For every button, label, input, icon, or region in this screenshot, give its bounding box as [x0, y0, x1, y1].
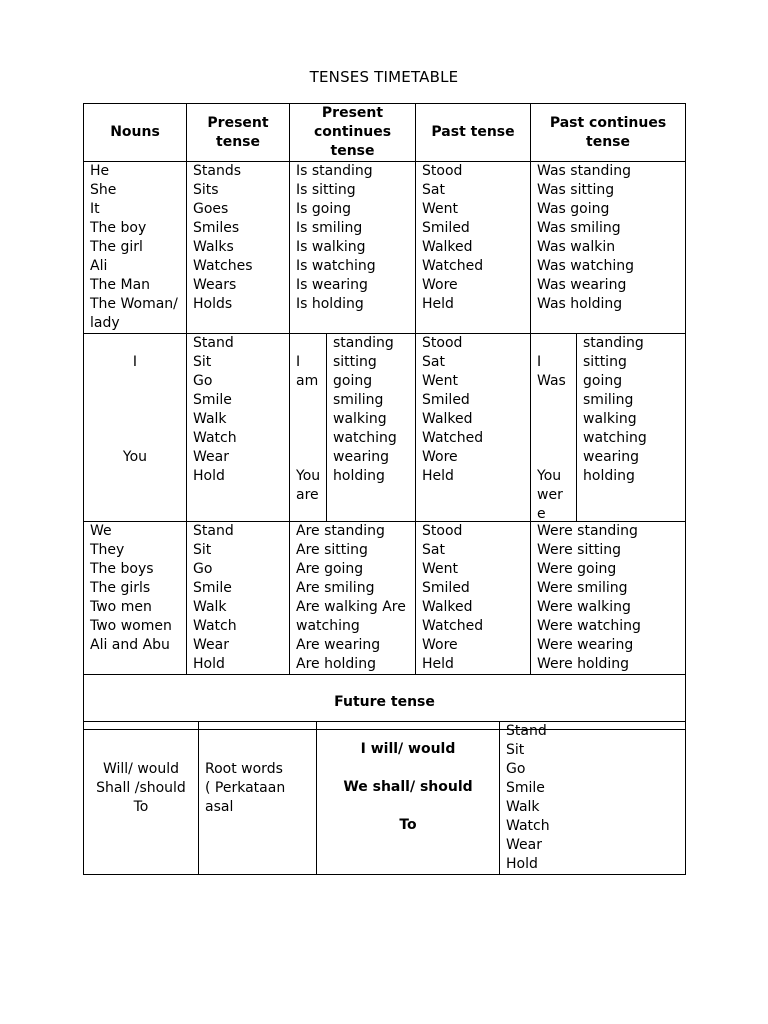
- verb-item: holding: [333, 468, 385, 484]
- verb-item: Hold: [193, 468, 225, 484]
- verb-item: Walked: [422, 599, 473, 615]
- verb-item: Were sitting: [537, 542, 621, 558]
- verb-item: Were standing: [537, 523, 638, 539]
- verb-item: Was holding: [537, 296, 623, 312]
- noun-item: Ali and Abu: [90, 637, 170, 653]
- verb-item: watching: [296, 618, 360, 634]
- verb-item: walking: [333, 411, 387, 427]
- verb-item: Held: [422, 468, 454, 484]
- verb-item: Are walking Are: [296, 599, 406, 615]
- verb-item: Is holding: [296, 296, 364, 312]
- verb-item: Was standing: [537, 163, 632, 179]
- verb-item: Was smiling: [537, 220, 621, 236]
- verb-item: Is standing: [296, 163, 373, 179]
- verb-item: Stands: [193, 163, 242, 179]
- header-present-continues-tense: Present continues tense: [290, 104, 416, 162]
- present-tense-cell: [187, 522, 290, 675]
- verb-item: watching: [333, 430, 397, 446]
- past-tense-cell: [416, 334, 531, 522]
- verb-item: Stood: [422, 163, 463, 179]
- verb-item: Was walkin: [537, 239, 616, 255]
- table-row: [84, 522, 686, 675]
- noun-item: The girls: [90, 580, 151, 596]
- verb-item: Watches: [193, 258, 253, 274]
- modal-item: To: [133, 799, 149, 815]
- verb-item: Is walking: [296, 239, 366, 255]
- verb-item: Were wearing: [537, 637, 634, 653]
- past-continues-cell: [531, 522, 686, 675]
- verb-item: Wear: [506, 837, 542, 853]
- noun-item: Ali: [90, 258, 108, 274]
- verb-item: Watched: [422, 258, 484, 274]
- verb-item: Are sitting: [296, 542, 368, 558]
- verb-item: Went: [422, 201, 459, 217]
- verb-item: Smiled: [422, 220, 470, 236]
- verb-item: Go: [506, 761, 526, 777]
- verb-item: walking: [583, 411, 637, 427]
- noun-item: You: [122, 449, 148, 465]
- noun-item: We: [90, 523, 112, 539]
- verb-item: Held: [422, 296, 454, 312]
- subject-item: Was: [537, 373, 566, 389]
- verb-item: Is going: [296, 201, 351, 217]
- verb-item: going: [583, 373, 623, 389]
- verb-item: Walk: [506, 799, 540, 815]
- verb-item: Were smiling: [537, 580, 628, 596]
- present-continues-cell: [290, 522, 416, 675]
- verb-item: Wear: [193, 637, 229, 653]
- verb-item: Walked: [422, 239, 473, 255]
- verb-item: Were walking: [537, 599, 631, 615]
- noun-item: lady: [90, 315, 120, 331]
- noun-item: The girl: [90, 239, 143, 255]
- present-tense-cell: [187, 334, 290, 522]
- root-item: asal: [205, 799, 234, 815]
- verb-item: Stood: [422, 523, 463, 539]
- verb-item: Wore: [422, 637, 458, 653]
- verb-item: Was wearing: [537, 277, 627, 293]
- verb-item: Stand: [506, 723, 547, 739]
- root-words-cell: [199, 722, 317, 875]
- modals-cell: [84, 722, 199, 875]
- table-row: [84, 162, 686, 334]
- verb-item: Goes: [193, 201, 229, 217]
- noun-item: Two men: [90, 599, 152, 615]
- noun-item: It: [90, 201, 100, 217]
- verb-item: Watch: [193, 618, 237, 634]
- verb-item: Go: [193, 373, 213, 389]
- verb-item: Stand: [193, 523, 234, 539]
- verb-item: Was sitting: [537, 182, 615, 198]
- header-past-tense: Past tense: [416, 104, 531, 162]
- verb-item: standing: [333, 335, 394, 351]
- verb-item: Are going: [296, 561, 364, 577]
- verb-item: wearing: [333, 449, 390, 465]
- noun-item: He: [90, 163, 110, 179]
- past-continues-subject-cell: [531, 334, 577, 522]
- verb-item: Sits: [193, 182, 219, 198]
- verb-item: Stand: [193, 335, 234, 351]
- subject-item: You: [296, 468, 321, 484]
- verb-item: Wears: [193, 277, 237, 293]
- verb-item: Walk: [193, 599, 227, 615]
- verb-item: Smile: [193, 580, 232, 596]
- verb-item: Were holding: [537, 656, 630, 672]
- verb-item: Sit: [506, 742, 525, 758]
- nouns-cell: [84, 522, 187, 675]
- verb-item: holding: [583, 468, 635, 484]
- modal-item: Shall /should: [96, 780, 186, 796]
- past-continues-cell: [531, 162, 686, 334]
- example-item: We shall/ should: [343, 779, 473, 795]
- present-continues-verbs-cell: [327, 334, 416, 522]
- verb-item: Is watching: [296, 258, 376, 274]
- verb-item: Were going: [537, 561, 617, 577]
- noun-item: They: [90, 542, 125, 558]
- subject-item: wer: [537, 487, 563, 503]
- verb-item: wearing: [583, 449, 640, 465]
- table-row: [84, 334, 686, 522]
- verb-item: Were watching: [537, 618, 641, 634]
- table-row: [84, 722, 686, 875]
- verb-item: standing: [583, 335, 644, 351]
- verb-item: Smiled: [422, 580, 470, 596]
- verb-item: Sit: [193, 542, 212, 558]
- example-item: I will/ would: [360, 741, 456, 757]
- noun-item: I: [132, 354, 138, 370]
- verb-item: watching: [583, 430, 647, 446]
- verb-item: Smiled: [422, 392, 470, 408]
- verb-item: Smile: [506, 780, 545, 796]
- verb-item: Sat: [422, 354, 445, 370]
- verb-item: Sat: [422, 182, 445, 198]
- present-continues-cell: [290, 162, 416, 334]
- verb-item: Watched: [422, 618, 484, 634]
- verb-item: Hold: [506, 856, 538, 872]
- verb-item: going: [333, 373, 373, 389]
- header-past-continues-tense: Past continues tense: [531, 104, 686, 162]
- verb-item: Stood: [422, 335, 463, 351]
- verb-item: Went: [422, 373, 459, 389]
- verb-item: Went: [422, 561, 459, 577]
- verb-item: Watch: [506, 818, 550, 834]
- future-verbs-cell: [500, 722, 686, 875]
- future-tense-heading: Future tense: [84, 675, 686, 730]
- subject-item: are: [296, 487, 319, 503]
- modal-item: Will/ would: [102, 761, 180, 777]
- verb-item: Smiles: [193, 220, 240, 236]
- header-present-tense: Present tense: [187, 104, 290, 162]
- verb-item: sitting: [333, 354, 377, 370]
- noun-item: The boys: [90, 561, 154, 577]
- verb-item: Smile: [193, 392, 232, 408]
- nouns-cell: [84, 334, 187, 522]
- verb-item: Wear: [193, 449, 229, 465]
- verb-item: Is smiling: [296, 220, 363, 236]
- verb-item: Are wearing: [296, 637, 381, 653]
- verb-item: smiling: [333, 392, 384, 408]
- past-continues-verbs-cell: [577, 334, 686, 522]
- subject-item: I: [537, 354, 542, 370]
- example-item: To: [399, 817, 417, 833]
- verb-item: Sat: [422, 542, 445, 558]
- verb-item: Was watching: [537, 258, 635, 274]
- subject-item: I: [296, 354, 301, 370]
- noun-item: The Man: [90, 277, 151, 293]
- past-tense-cell: [416, 162, 531, 334]
- header-nouns: Nouns: [84, 104, 187, 162]
- future-examples-cell: [317, 722, 500, 875]
- verb-item: Is wearing: [296, 277, 368, 293]
- tenses-table: [83, 103, 686, 730]
- verb-item: Walks: [193, 239, 234, 255]
- past-tense-cell: [416, 522, 531, 675]
- verb-item: Wore: [422, 277, 458, 293]
- verb-item: Walk: [193, 411, 227, 427]
- verb-item: Sit: [193, 354, 212, 370]
- verb-item: Was going: [537, 201, 610, 217]
- noun-item: Two women: [90, 618, 172, 634]
- present-tense-cell: [187, 162, 290, 334]
- present-continues-subject-cell: [290, 334, 327, 522]
- verb-item: Holds: [193, 296, 233, 312]
- subject-item: am: [296, 373, 319, 389]
- noun-item: The boy: [90, 220, 147, 236]
- verb-item: Wore: [422, 449, 458, 465]
- verb-item: Go: [193, 561, 213, 577]
- verb-item: Held: [422, 656, 454, 672]
- noun-item: She: [90, 182, 117, 198]
- subject-item: You: [537, 468, 562, 484]
- page-title: TENSES TIMETABLE: [309, 68, 459, 86]
- verb-item: Hold: [193, 656, 225, 672]
- root-item: ( Perkataan: [205, 780, 286, 796]
- verb-item: Are standing: [296, 523, 385, 539]
- verb-item: sitting: [583, 354, 627, 370]
- subject-item: e: [537, 506, 546, 522]
- future-tense-table: [83, 721, 686, 875]
- nouns-cell: [84, 162, 187, 334]
- root-item: Root words: [205, 761, 283, 777]
- verb-item: Walked: [422, 411, 473, 427]
- verb-item: Watch: [193, 430, 237, 446]
- verb-item: smiling: [583, 392, 634, 408]
- verb-item: Watched: [422, 430, 484, 446]
- verb-item: Is sitting: [296, 182, 356, 198]
- verb-item: Are holding: [296, 656, 376, 672]
- noun-item: The Woman/: [90, 296, 178, 312]
- verb-item: Are smiling: [296, 580, 375, 596]
